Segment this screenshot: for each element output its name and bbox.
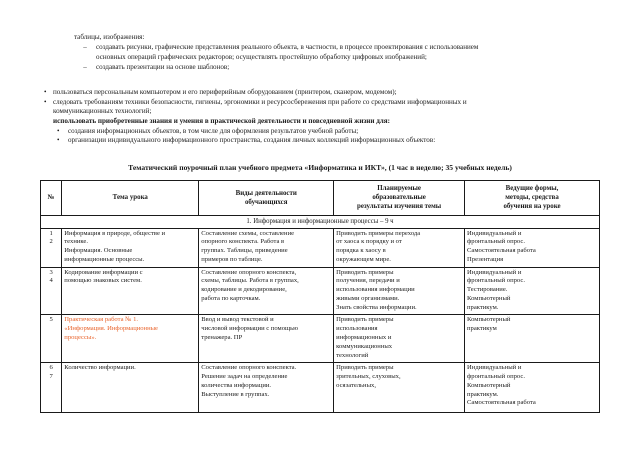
cell-planned-results-line: Приводить примеры перехода [336,229,421,237]
list-item-text [53,117,600,127]
cell-planned-results-line: использования [336,325,378,333]
cell-planned-results-line: Приводить примеры [336,364,394,372]
cell-planned-results-line: живыми организмами. [336,294,400,302]
cell-planned-results-line: получения, передачи и [336,277,400,285]
cell-student-activities [199,228,334,267]
cell-planned-results [334,228,465,267]
bullet-list [44,88,600,146]
dash-item-text [96,63,566,73]
cell-forms-methods [465,267,600,315]
cell-lesson-number-line: 5 [49,316,53,324]
cell-forms-methods-line: Самостоятельная работа [467,399,536,407]
cell-lesson-number [41,228,62,267]
list-item-line1: следовать требованиям техники безопасности, гигиены, эргономики и ресурсосбережения при работе со средствами информационных и [53,97,467,106]
section-title: 1. Информация и информационные процессы – 9 ч [41,215,600,228]
cell-student-activities-line: группах. Таблицы, приведение [201,247,288,255]
bullet-icon: • [57,136,60,145]
cell-lesson-number-line: 2 [49,238,53,246]
cell-student-activities-line: опорного конспекта. Работа в [201,238,285,246]
column-header-results [334,181,465,216]
cell-lesson-number-line: 1 [49,229,53,237]
dash-item-line1: создавать презентации на основе шаблонов; [96,62,230,71]
cell-forms-methods-line: Компьютерный [467,381,511,389]
cell-forms-methods-line: Тестирование. [467,286,508,294]
bullet-icon: • [44,88,47,96]
cell-forms-methods-line: Презентация [467,255,504,263]
cell-student-activities-line: числовой информации с помощью [201,325,299,333]
cell-planned-results [334,315,465,363]
cell-student-activities-line: работа по карточкам. [201,294,261,302]
cell-forms-methods-line: практикум. [467,390,499,398]
column-header-forms [465,181,600,216]
list-item [44,136,600,146]
lesson-plan-table [40,180,600,413]
list-item-text [53,88,600,98]
cell-forms-methods-line: Индивидуальный и [467,229,522,237]
cell-forms-methods-line: фронтальный опрос. [467,238,525,246]
dash-list-item [74,43,566,62]
list-item-text [68,127,600,137]
table-header-row [41,181,600,216]
cell-forms-methods-line: практикум. [467,303,499,311]
cell-planned-results-line: Приводить примеры [336,316,394,324]
column-header-forms-line3: обучения на уроке [503,203,561,211]
cell-student-activities-line: Составление опорного конспекта. [201,364,297,372]
cell-planned-results-line: использования информации [336,286,415,294]
cell-lesson-theme-line: Информация в природе, обществе и [64,229,166,237]
column-header-theme: Тема урока [62,181,199,216]
cell-forms-methods-line: Индивидуальный и [467,364,522,372]
cell-planned-results-line: коммуникационных [336,342,393,350]
cell-forms-methods [465,363,600,413]
table-header [41,181,600,216]
cell-planned-results [334,267,465,315]
cell-lesson-theme-line: помощью знаковых систем. [64,277,142,285]
column-header-activities-line1: Виды деятельности [235,189,297,197]
cell-lesson-number [41,363,62,413]
cell-lesson-number-line: 7 [49,373,53,381]
cell-lesson-theme-line: Количество информации. [64,364,136,372]
cell-student-activities-line: Ввод и вывод текстовой и [201,316,274,324]
cell-planned-results-line: окружающем мире. [336,255,391,263]
column-header-results-line1: Планируемые [377,185,421,192]
list-item-line2: коммуникационных технологий; [53,107,152,116]
cell-lesson-theme-line: технике. [64,238,88,246]
dash-item-line2: основных операций графических редакторов; осуществлять простейшую обработку цифровых изображений; [96,52,427,61]
cell-planned-results-line: информационных и [336,333,392,341]
cell-forms-methods-line: Компьютерный [467,294,511,302]
dash-item-text [96,43,566,62]
cell-forms-methods-line: фронтальный опрос. [467,373,525,381]
bullet-icon: • [57,126,60,135]
dash-item-line1: создавать рисунки, графические представления реального объекта, в частности, в процессе проектирования с использованием [96,43,479,52]
column-header-forms-line1: Ведущие формы, [505,185,559,192]
cell-lesson-number [41,315,62,363]
cell-student-activities-line: Составление опорного конспекта, [201,268,297,276]
cell-lesson-theme-line: Информация. Основные [64,247,133,255]
cell-lesson-theme [62,315,199,363]
cell-lesson-number [41,267,62,315]
cell-student-activities-line: примеров по таблице. [201,255,263,263]
dash-marker-icon: – [83,43,87,52]
cell-lesson-theme-line: информационные процессы. [64,255,145,263]
column-header-forms-line2: методы, средства [505,194,559,202]
page-title: Тематический поурочный план учебного предмета «Информатика и ИКТ», (1 час в неделю; 35 учебных недель) [128,163,512,172]
cell-student-activities-line: Решение задач на определение [201,373,288,381]
cell-lesson-theme-line: Кодирование информации с [64,268,143,276]
intro-text-block [74,33,566,72]
table-row [41,315,600,363]
list-item-line1: организации индивидуального информационного пространства, создания личных коллекций информационных объектов: [68,136,436,145]
list-item-line1: пользоваться персональным компьютером и его периферийным оборудованием (принтером, сканером, модемом); [53,88,397,96]
cell-forms-methods-line: Индивидуальный и [467,268,522,276]
table-section-row [41,215,600,228]
cell-lesson-number-line: 3 [49,268,53,276]
table-row [41,363,600,413]
cell-student-activities-line: количества информации. [201,381,272,389]
list-item-emphasis [44,117,600,127]
cell-forms-methods-line: практикум [467,325,497,333]
cell-forms-methods-line: Самостоятельная работа [467,247,536,255]
cell-planned-results [334,363,465,413]
list-item-text [68,136,600,146]
cell-student-activities-line: тренажера. ПР [201,333,243,341]
cell-planned-results-line: Приводить примеры [336,268,394,276]
cell-planned-results-line: порядка к хаосу в [336,247,386,255]
cell-lesson-theme-line: процессы». [64,333,97,341]
table-row [41,267,600,315]
cell-lesson-number-line: 4 [49,277,53,285]
dash-list-item [74,63,566,73]
table-body [41,215,600,413]
column-header-activities [199,181,334,216]
cell-student-activities-line: Составление схемы, составление [201,229,295,237]
list-item-text [53,98,600,117]
cell-lesson-theme [62,228,199,267]
cell-planned-results-line: от хаоса к порядку и от [336,238,402,246]
cell-forms-methods-line: Компьютерный [467,316,511,324]
cell-student-activities-line: Выступление в группах. [201,390,270,398]
list-item [44,98,600,117]
cell-student-activities-line: схемы, таблицы. Работа в группах, [201,277,299,285]
column-header-results-line2: образовательные [372,194,426,202]
cell-student-activities [199,363,334,413]
cell-forms-methods [465,228,600,267]
column-header-number: № [41,181,62,216]
cell-planned-results-line: технологий [336,351,369,359]
cell-lesson-theme-line: «Информация. Информационные [64,325,158,333]
column-header-activities-line2: обучающихся [244,198,288,206]
column-header-results-line3: результаты изучения темы [357,203,442,211]
cell-planned-results-line: осязательных, [336,381,376,389]
cell-forms-methods [465,315,600,363]
dash-marker-icon: – [83,62,87,71]
list-item-line1: использовать приобретенные знания и умения в практической деятельности и повседневной жизни для: [53,116,390,125]
table-row [41,228,600,267]
cell-student-activities [199,267,334,315]
cell-planned-results-line: Знать свойства информации. [336,303,417,311]
list-item [44,127,600,137]
cell-lesson-theme [62,267,199,315]
intro-lead-line: таблицы, изображения: [74,33,145,41]
cell-student-activities [199,315,334,363]
bullet-icon: • [44,97,47,106]
list-item [44,88,600,98]
cell-planned-results-line: зрительных, слуховых, [336,373,401,381]
cell-lesson-theme [62,363,199,413]
list-item-line1: создания информационных объектов, в том числе для оформления результатов учебной работы; [68,126,359,135]
cell-lesson-number-line: 6 [49,364,53,372]
cell-lesson-theme-line: Практическая работа № 1. [64,316,139,324]
cell-student-activities-line: кодирование и декодирование, [201,286,287,294]
cell-forms-methods-line: фронтальный опрос. [467,277,525,285]
